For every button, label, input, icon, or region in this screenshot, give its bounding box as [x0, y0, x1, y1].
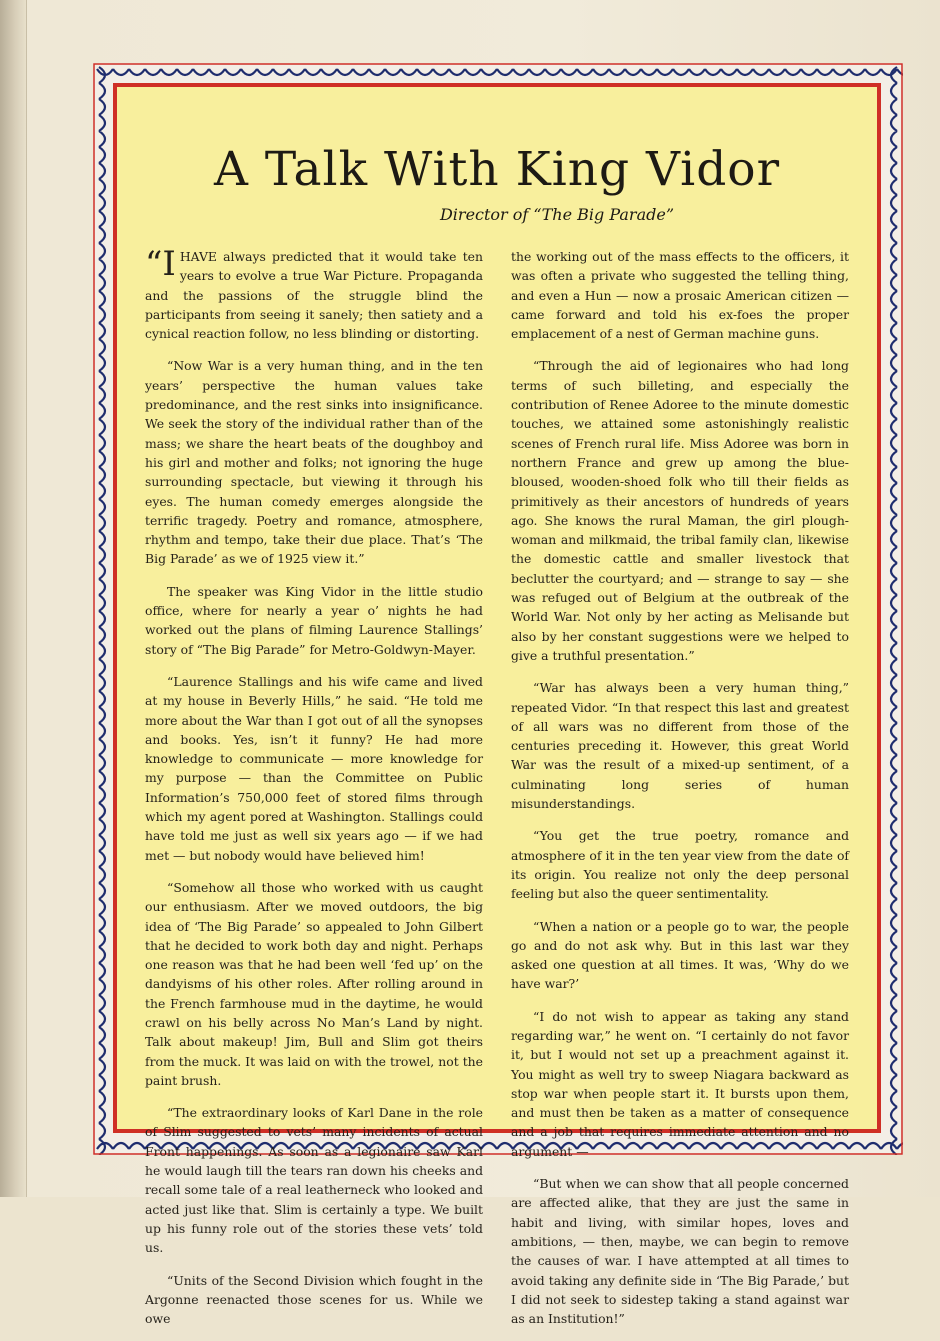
drop-cap: “I: [145, 244, 176, 284]
article-panel: [113, 83, 881, 1327]
left-paragraph-2: “Now War is a very human thing, and in the ten years’ perspective the human values take predominance, and the rest sinks into insignificance. We seek the story of the individual rather than of the mass; we share the heart beats of the doughboy and his girl and mother and folks; not ignoring the huge surrounding spectacle, but viewing it through his eyes. The human comedy emerges alongside the terrific tragedy. Poetry and romance, atmosphere, rhythm and tempo, take their due place. That’s ‘The Big Parade’ as we of 1925 view it.”: [145, 358, 483, 567]
right-paragraph-5: “When a nation or a people go to war, the people go and do not ask why. But in this last war they asked one question at all times. It was, ‘Why do we have war?’: [511, 918, 849, 992]
left-column: [145, 244, 483, 1341]
right-paragraph-7: “But when we can show that all people concerned are affected alike, that they are just the same in habit and living, with similar hopes, loves and ambitions, — then, maybe, we can begin to remove the causes of war. I have attempted at all times to avoid taking any definite side in ‘The Big Parade,’ but I did not seek to sidestep taking a stand against war as an Institution!”: [511, 1176, 849, 1327]
right-paragraph-1: the working out of the mass effects to the officers, it was often a private who suggested the telling thing, and even a Hun — now a prosaic American citizen — came forward and told his ex-foes the proper emplacement of a nest of German machine guns.: [511, 249, 849, 342]
right-column: [511, 247, 849, 1341]
article-title: A Talk With King Vidor: [213, 142, 781, 197]
page-spine: [0, 0, 27, 1197]
right-paragraph-2: “Through the aid of legionaires who had long terms of such billeting, and especially the contribution of Renee Adoree to the minute domestic touches, we attained some astonishingly realistic scenes of French rural life. Miss Adoree was born in northern France and grew up among the blue-bloused, wooden-shoed folk who till their fields as primitively as their ancestors of hundreds of years ago. She knows the rural Maman, the girl plough-woman and milkmaid, the tribal family clan, likewise the domestic cattle and smaller livestock that beclutter the courtyard; and — strange to say — she was refuged out of Belgium at the outbreak of the World War. Not only by her acting as Melisande but also by her constant suggestions were we helped to give a truthful presentation.”: [511, 358, 849, 663]
left-paragraph-7: “Units of the Second Division which fought in the Argonne reenacted those scenes for us. While we owe: [145, 1272, 483, 1327]
right-paragraph-4: “You get the true poetry, romance and atmosphere of it in the ten year view from the date of its origin. You realize not only the deep personal feeling but also the queer sentimentality.: [511, 828, 849, 902]
left-paragraph-5: “Somehow all those who worked with us caught our enthusiasm. After we moved outdoors, the big idea of ‘The Big Parade’ so appealed to John Gilbert that he decided to work both day and night. Perhaps one reason was that he had been well ‘fed up’ on the dandyisms of his other roles. After rolling around in the French farmhouse mud in the daytime, he would crawl on his belly across No Man’s Land by night. Talk about makeup! Jim, Bull and Slim got theirs from the muck. It was laid on with the trowel, not the paint brush.: [145, 879, 483, 1088]
right-paragraph-6: “I do not wish to appear as taking any stand regarding war,” he went on. “I certainly do not favor it, but I would not set up a preachment against it. You might as well try to sweep Niagara backward as stop war when people start it. It bursts upon them, and must then be taken as a matter of consequence and a job that requires immediate attention and no argument —: [511, 1008, 849, 1159]
right-paragraph-3: “War has always been a very human thing,” repeated Vidor. “In that respect this last and greatest of all wars was no different from those of the centuries preceding it. However, this great World War was the result of a mixed-up sentiment, of a culminating long series of human misunderstandings.: [511, 680, 849, 812]
article-subtitle: Director of “The Big Parade”: [439, 205, 675, 224]
decorative-frame: [93, 63, 903, 1327]
left-paragraph-4: “Laurence Stallings and his wife came and lived at my house in Beverly Hills,” he said. “He told me more about the War than I got out of all the synopses and books. Yes, isn’t it funny? He had more knowledge to communicate — more knowledge for my purpose — than the Committee on Public Information’s 750,000 feet of stored films through which my agent pored at Washington. Stallings could have told me just as well six years ago — if we had met — but nobody would have believed him!: [145, 673, 483, 863]
left-paragraph-3: The speaker was King Vidor in the little studio office, where for nearly a year o’ nights he had worked out the plans of filming Laurence Stallings’ story of “The Big Parade” for Metro-Goldwyn-Mayer.: [145, 583, 483, 657]
left-paragraph-1: “I HAVE always predicted that it would take ten years to evolve a true War Picture. Propaganda and the passions of the struggle blind the participants from seeing it sanely; then satiety and a cynical reaction follow, no less blinding or distorting.: [145, 244, 483, 342]
left-paragraph-6: “The extraordinary looks of Karl Dane in the role of Slim suggested to vets’ many incidents of actual Front happenings. As soon as a legionaire saw Karl he would laugh till the tears ran down his cheeks and recall some tale of a real leatherneck who looked and acted just like that. Slim is certainly a type. We built up his funny role out of the stories these vets’ told us.: [145, 1105, 483, 1256]
